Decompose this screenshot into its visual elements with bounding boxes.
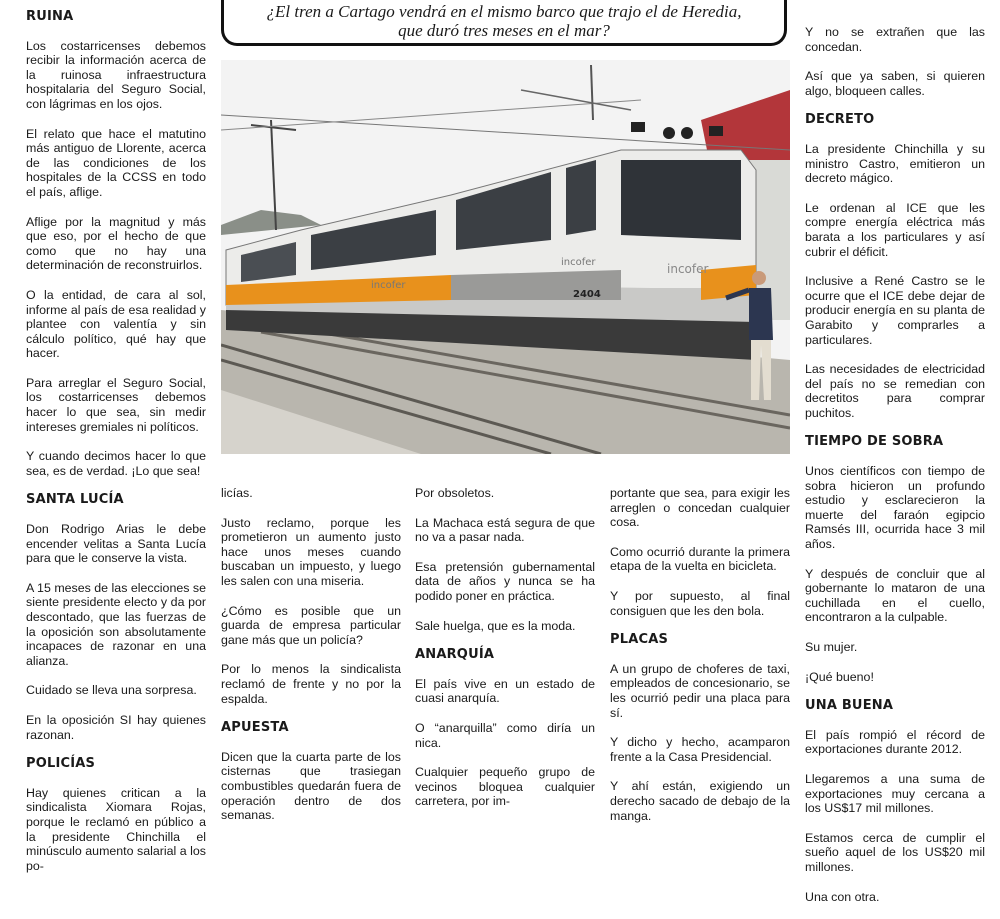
paragraph: Esa pretensión gubernamental data de años y nunca se ha podido poner en práctica. <box>415 559 595 603</box>
paragraph: O “anarquilla” como diría un nica. <box>415 720 595 750</box>
paragraph: Y ahí están, exigiendo un derecho sacado de debajo de la manga. <box>610 779 790 823</box>
paragraph: Su mujer. <box>805 640 858 654</box>
paragraph: O la entidad, de cara al sol, informe al país de esa realidad y plantee con valentía y sin cálculo político, qué hay que hacer. <box>26 287 206 361</box>
paragraph: A un grupo de choferes de taxi, empleados de concesionario, se les ocurrió pedir una placa para sí. <box>610 661 790 720</box>
paragraph: Y por supuesto, al final consiguen que les den bola. <box>610 588 790 618</box>
section-heading: RUINA <box>26 9 74 24</box>
paragraph: Dicen que la cuarta parte de los cisternas que trasiegan combustibles quedarán fuera de operación dentro de dos semanas. <box>221 749 401 823</box>
quote-line-2: que duró tres meses en el mar? <box>398 21 610 40</box>
train-photo <box>221 60 790 454</box>
section-heading: PLACAS <box>610 632 669 648</box>
paragraph: Cuidado se lleva una sorpresa. <box>26 683 197 698</box>
section-heading: TIEMPO DE SOBRA <box>805 434 944 450</box>
train-number: 2404 <box>573 289 601 300</box>
paragraph: A 15 meses de las elecciones se siente presidente electo y da por descontado, que las fuerzas de la oposición son absolutamente incapaces de razonar en una alianza. <box>26 580 206 668</box>
paragraph: Don Rodrigo Arias le debe encender velitas a Santa Lucía para que le conserve la vista. <box>26 522 206 566</box>
paragraph: El país vive en un estado de cuasi anarquía. <box>415 676 595 706</box>
paragraph: Le ordenan al ICE que les compre energía eléctrica más barata a los particulares y así cubrir el déficit. <box>805 200 985 259</box>
quote-line-1: ¿El tren a Cartago vendrá en el mismo barco que trajo el de Heredia, <box>266 2 742 21</box>
person <box>752 271 766 285</box>
section-heading: ANARQUÍA <box>415 647 495 663</box>
paragraph: Cualquier pequeño grupo de vecinos bloquea cualquier carretera, por im- <box>415 765 595 809</box>
column-5 <box>805 25 985 919</box>
paragraph: portante que sea, para exigir les arreglen o concedan cualquier cosa. <box>610 486 790 530</box>
cab-window <box>621 160 741 240</box>
paragraph: Y no se extrañen que las concedan. <box>805 25 985 54</box>
section-heading: UNA BUENA <box>805 698 894 714</box>
paragraph: Hay quienes critican a la sindicalista Xiomara Rojas, porque le reclamó en público a la presidente Chinchilla el minúsculo aumento salarial a los po- <box>26 785 206 873</box>
paragraph: Y después de concluir que al gobernante lo mataron de una cuchillada en el cuello, encontraron a la culpable. <box>805 566 985 625</box>
paragraph: Llegaremos a una suma de exportaciones muy cercana a los US$17 mil millones. <box>805 771 985 816</box>
paragraph: Para arreglar el Seguro Social, los costarricenses debemos hacer lo que sea, sin medir intereses gremiales ni políticos. <box>26 375 206 434</box>
paragraph: ¡Qué bueno! <box>805 669 874 684</box>
paragraph: El país rompió el récord de exportaciones durante 2012. <box>805 727 985 757</box>
section-heading: DECRETO <box>805 112 875 128</box>
headline-quote-box <box>221 0 787 46</box>
paragraph: Por obsoletos. <box>415 486 495 500</box>
section-heading: APUESTA <box>221 720 289 736</box>
paragraph: Sale huelga, que es la moda. <box>415 618 576 633</box>
train-logo: incofer <box>561 257 596 268</box>
paragraph: El relato que hace el matutino más antiguo de Llorente, acerca de las condiciones de los hospitales de la CCSS en todo el país, aflige. <box>26 126 206 199</box>
paragraph: Y dicho y hecho, acamparon frente a la Casa Presidencial. <box>610 735 790 764</box>
column-4 <box>610 486 790 838</box>
paragraph: licías. <box>221 486 253 500</box>
paragraph: Una con otra. <box>805 889 880 904</box>
paragraph: En la oposición SI hay quienes razonan. <box>26 712 206 742</box>
train-logo: incofer <box>667 262 709 276</box>
paragraph: Los costarricenses debemos recibir la información acerca de la ruinosa infraestructura hospitalaria del Seguro Social, con lágrimas en los ojos. <box>26 38 206 111</box>
paragraph: Por lo menos la sindicalista reclamó de frente y no por la espalda. <box>221 662 401 706</box>
column-2 <box>221 486 401 838</box>
column-1 <box>26 10 206 888</box>
paragraph: La Machaca está segura de que no va a pasar nada. <box>415 515 595 545</box>
paragraph: Estamos cerca de cumplir el sueño aquel de los US$20 mil millones. <box>805 830 985 874</box>
paragraph: Las necesidades de electricidad del país no se remedian con decretitos para comprar puchitos. <box>805 362 985 420</box>
section-heading: SANTA LUCÍA <box>26 492 124 508</box>
paragraph: Como ocurrió durante la primera etapa de la vuelta en bicicleta. <box>610 544 790 574</box>
paragraph: La presidente Chinchilla y su ministro Castro, emitieron un decreto mágico. <box>805 141 985 186</box>
paragraph: ¿Cómo es posible que un guarda de empresa particular gane más que un policía? <box>221 603 401 647</box>
section-heading: POLICÍAS <box>26 756 96 772</box>
paragraph: Aflige por la magnitud y más que eso, por el hecho de que como que no hay una determinación de reconstruirlos. <box>26 214 206 273</box>
column-3 <box>415 486 595 824</box>
paragraph: Inclusive a René Castro se le ocurre que el ICE debe dejar de producir energía en su planta de Garabito y comprarles a particulares. <box>805 274 985 347</box>
paragraph: Así que ya saben, si quieren algo, bloqueen calles. <box>805 69 985 98</box>
paragraph: Justo reclamo, porque les prometieron un aumento justo hace unos meses cuando buscaban un impuesto, y luego les salen con una miseria. <box>221 515 401 588</box>
train-window <box>566 160 596 235</box>
paragraph: Unos científicos con tiempo de sobra hicieron un profundo estudio y esclarecieron la muerte del faraón egipcio Ramsés III, ocurrida hace 3 mil años. <box>805 464 985 552</box>
train-logo: incofer <box>371 280 406 291</box>
paragraph: Y cuando decimos hacer lo que sea, es de verdad. ¡Lo que sea! <box>26 449 206 478</box>
